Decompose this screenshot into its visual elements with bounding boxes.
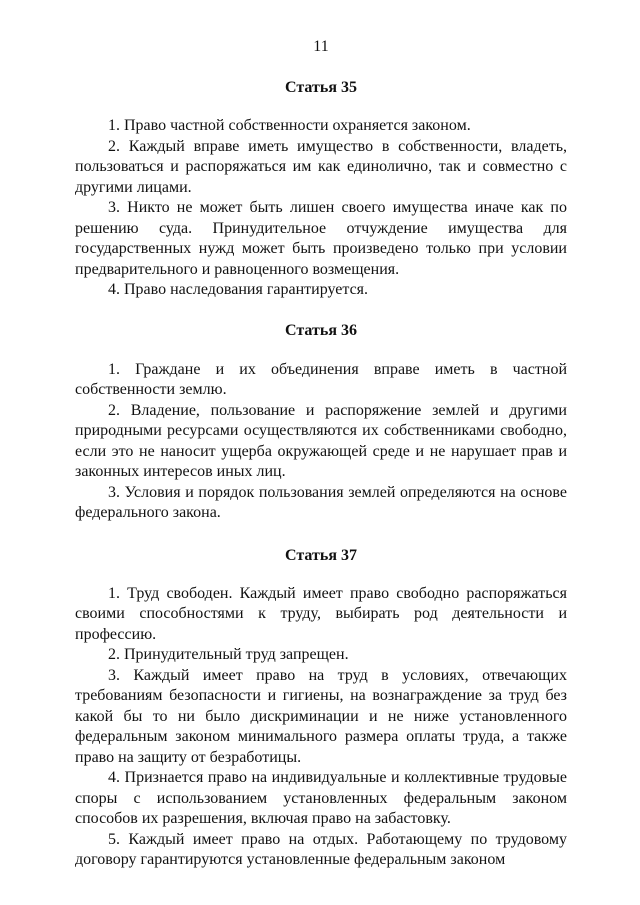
- article-paragraph: 2. Принудительный труд запрещен.: [108, 646, 349, 663]
- article-paragraph: 3. Каждый имеет право на труд в условиях, отвечающих требованиям безопасности и гигиены, на вознаграждение за труд без какой бы то ни было дискриминации и не ниже установленного федеральным законом минимального размера оплаты труда, а также право на защиту от безработицы.: [75, 666, 567, 766]
- article-title: Статья 35: [285, 79, 357, 96]
- article-35: [75, 78, 567, 301]
- article-36: [75, 321, 567, 524]
- article-title: Статья 37: [285, 546, 357, 564]
- article-paragraph: 1. Труд свободен. Каждый имеет право свободно распоряжаться своими способностями к труду, выбирать род деятельности и профессию.: [75, 584, 567, 643]
- article-paragraph: 4. Право наследования гарантируется.: [108, 281, 369, 298]
- article-paragraph: 4. Признается право на индивидуальные и коллективные трудовые споры с использованием установленных федеральным законом способов их разрешения, включая право на забастовку.: [75, 769, 567, 827]
- article-37: [75, 546, 567, 871]
- article-title: Статья 36: [285, 321, 357, 339]
- article-paragraph: 3. Условия и порядок пользования землей определяются на основе федерального закона.: [75, 483, 567, 521]
- article-paragraph: 3. Никто не может быть лишен своего имущества иначе как по решению суда. Принудительное отчуждение имущества для государственных нужд может быть произведено только при условии предварительного и равноценного возмещения.: [75, 199, 567, 278]
- article-paragraph: 5. Каждый имеет право на отдых. Работающему по трудовому договору гарантируются установленные федеральным законом: [75, 830, 567, 868]
- page-number: 11: [313, 38, 329, 55]
- article-paragraph: 2. Владение, пользование и распоряжение землей и другими природными ресурсами осуществляются их собственниками свободно, если это не наносит ущерба окружающей среде и не нарушает прав и законных интересов иных лиц.: [75, 401, 567, 480]
- article-paragraph: 1. Граждане и их объединения вправе иметь в частной собственности землю.: [75, 360, 567, 398]
- article-paragraph: 1. Право частной собственности охраняется законом.: [108, 117, 471, 134]
- document-page: [75, 0, 567, 871]
- article-paragraph: 2. Каждый вправе иметь имущество в собственности, владеть, пользоваться и распоряжаться им как единолично, так и совместно с другими лицами.: [75, 137, 567, 196]
